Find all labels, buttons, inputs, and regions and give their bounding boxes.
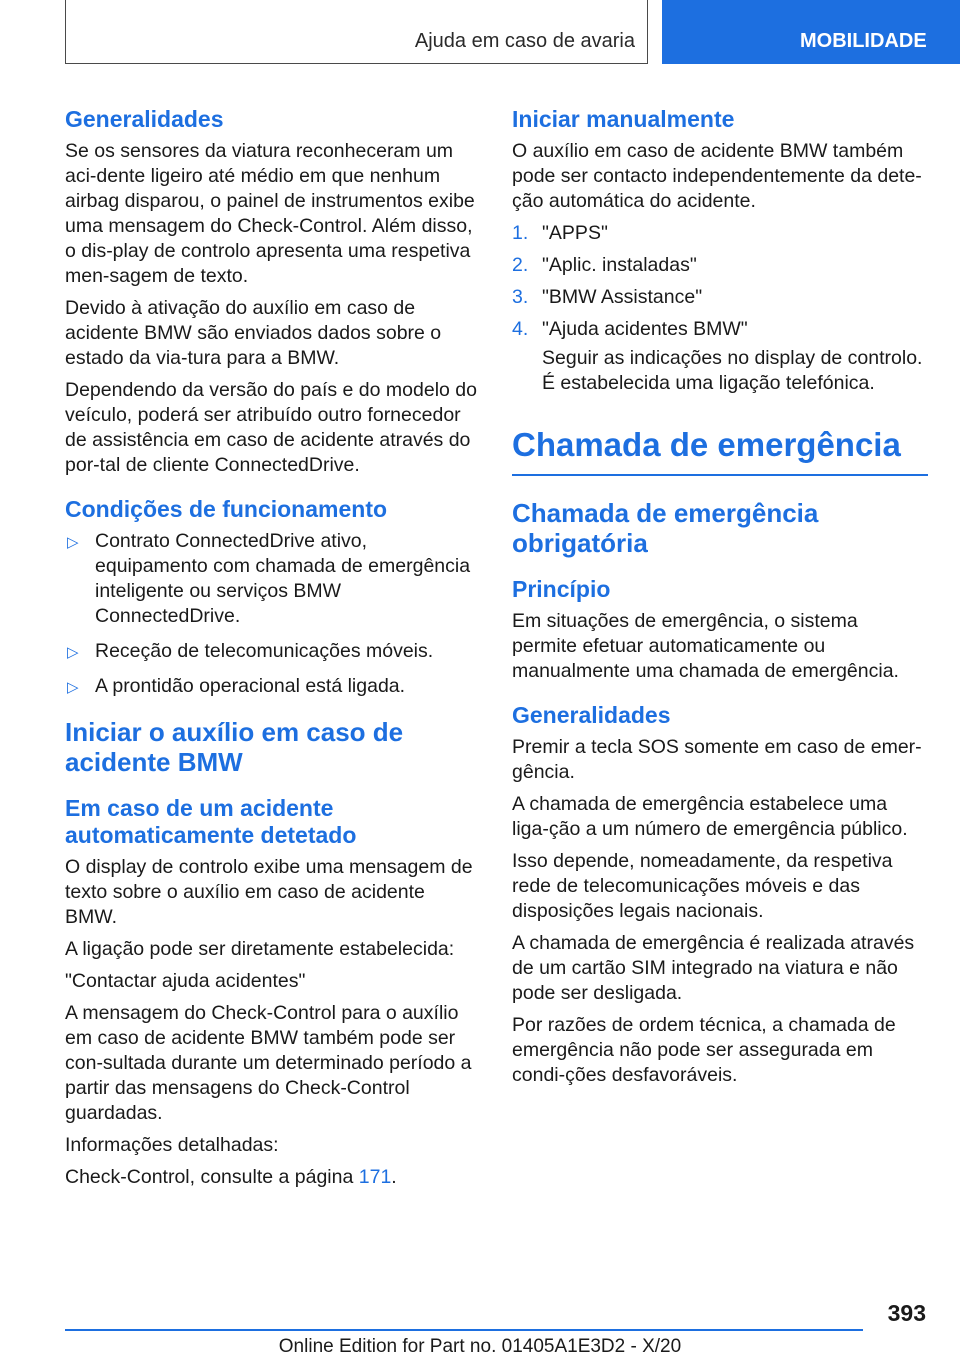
triangle-bullet-icon: ▷ (67, 679, 79, 696)
heading-chamada-emergencia: Chamada de emergência (512, 426, 928, 476)
triangle-bullet-icon: ▷ (67, 644, 79, 661)
header-section-title: Ajuda em caso de avaria (414, 30, 635, 52)
paragraph: A chamada de emergência estabelece uma liga-ção a um número de emergência público. (512, 793, 908, 840)
paragraph: Por razões de ordem técnica, a chamada de emergência não pode ser assegurada em condi-ções desfavoráveis. (512, 1014, 896, 1086)
right-column (512, 100, 928, 1095)
page-number: 393 (887, 1300, 926, 1326)
step-item: 3. "BMW Assistance" (512, 286, 703, 308)
step-item: 4. "Ajuda acidentes BMW" Seguir as indicações no display de controlo. É estabelecida uma ligação telefónica. (512, 317, 928, 396)
heading-iniciar-auxilio: Iniciar o auxílio em caso de acidente BMW (65, 717, 404, 777)
footer-edition: Online Edition for Part no. 01405A1E3D2 - X/20 (278, 1336, 682, 1357)
paragraph: Informações detalhadas: (65, 1134, 279, 1156)
step-item: 1. "APPS" (512, 222, 608, 244)
heading-generalidades: Generalidades (65, 106, 224, 132)
list-item: ▷ Receção de telecomunicações móveis. (65, 639, 481, 664)
steps-list (512, 221, 928, 396)
heading-chamada-obrigatoria: Chamada de emergência obrigatória (512, 498, 819, 558)
conditions-list (65, 529, 481, 699)
heading-acidente-automatico: Em caso de um acidente automaticamente detetado (65, 795, 357, 848)
paragraph: Premir a tecla SOS somente em caso de emer-gência. (512, 736, 922, 783)
list-item: ▷ Contrato ConnectedDrive ativo, equipamento com chamada de emergência inteligente ou serviços BMW ConnectedDrive. (67, 530, 471, 627)
paragraph: O display de controlo exibe uma mensagem de texto sobre o auxílio em caso de acidente BMW. (65, 856, 473, 928)
list-item: ▷ A prontidão operacional está ligada. (65, 674, 481, 699)
heading-generalidades: Generalidades (512, 702, 671, 728)
heading-iniciar-manualmente: Iniciar manualmente (512, 106, 735, 132)
footer-divider (65, 1329, 863, 1331)
page-link[interactable]: 171 (358, 1166, 392, 1188)
step-note: Seguir as indicações no display de controlo. É estabelecida uma ligação telefónica. (542, 347, 923, 394)
paragraph: "Contactar ajuda acidentes" (65, 970, 306, 992)
paragraph: A ligação pode ser diretamente estabelecida: (65, 938, 455, 960)
paragraph: Em situações de emergência, o sistema permite efetuar automaticamente ou manualmente uma chamada de emergência. (512, 610, 899, 682)
paragraph: Dependendo da versão do país e do modelo do veículo, poderá ser atribuído outro fornecedor de assistência em caso de acidente através do por-tal de cliente ConnectedDrive. (65, 379, 477, 476)
paragraph: A chamada de emergência é realizada através de um cartão SIM integrado na viatura e não pode ser desligada. (512, 932, 915, 1004)
paragraph: A mensagem do Check-Control para o auxílio em caso de acidente BMW também pode ser con-sultada durante um determinado período a partir das mensagens do Check-Control guardadas. (65, 1002, 472, 1124)
paragraph: Devido à ativação do auxílio em caso de acidente BMW são enviados dados sobre o estado da via-tura para a BMW. (65, 297, 442, 369)
header-chapter-tab: MOBILIDADE (662, 0, 960, 64)
left-column (65, 100, 481, 1197)
heading-condicoes: Condições de funcionamento (65, 496, 388, 522)
triangle-bullet-icon: ▷ (67, 534, 79, 551)
paragraph: O auxílio em caso de acidente BMW também pode ser contacto independentemente da dete-ção automática do acidente. (512, 140, 922, 212)
paragraph-crossref: Check-Control, consulte a página 171. (65, 1166, 397, 1188)
paragraph: Se os sensores da viatura reconheceram um aci-dente ligeiro até médio em que nenhum airbag disparou, o painel de instrumentos exibe uma mensagem do Check-Control. Além disso, o dis-play de controlo apresenta uma respetiva men-sagem de texto. (65, 140, 475, 287)
paragraph: Isso depende, nomeadamente, da respetiva rede de telecomunicações móveis e das disposições legais nacionais. (512, 850, 893, 922)
heading-principio: Princípio (512, 576, 611, 602)
step-item: 2. "Aplic. instaladas" (512, 254, 697, 276)
